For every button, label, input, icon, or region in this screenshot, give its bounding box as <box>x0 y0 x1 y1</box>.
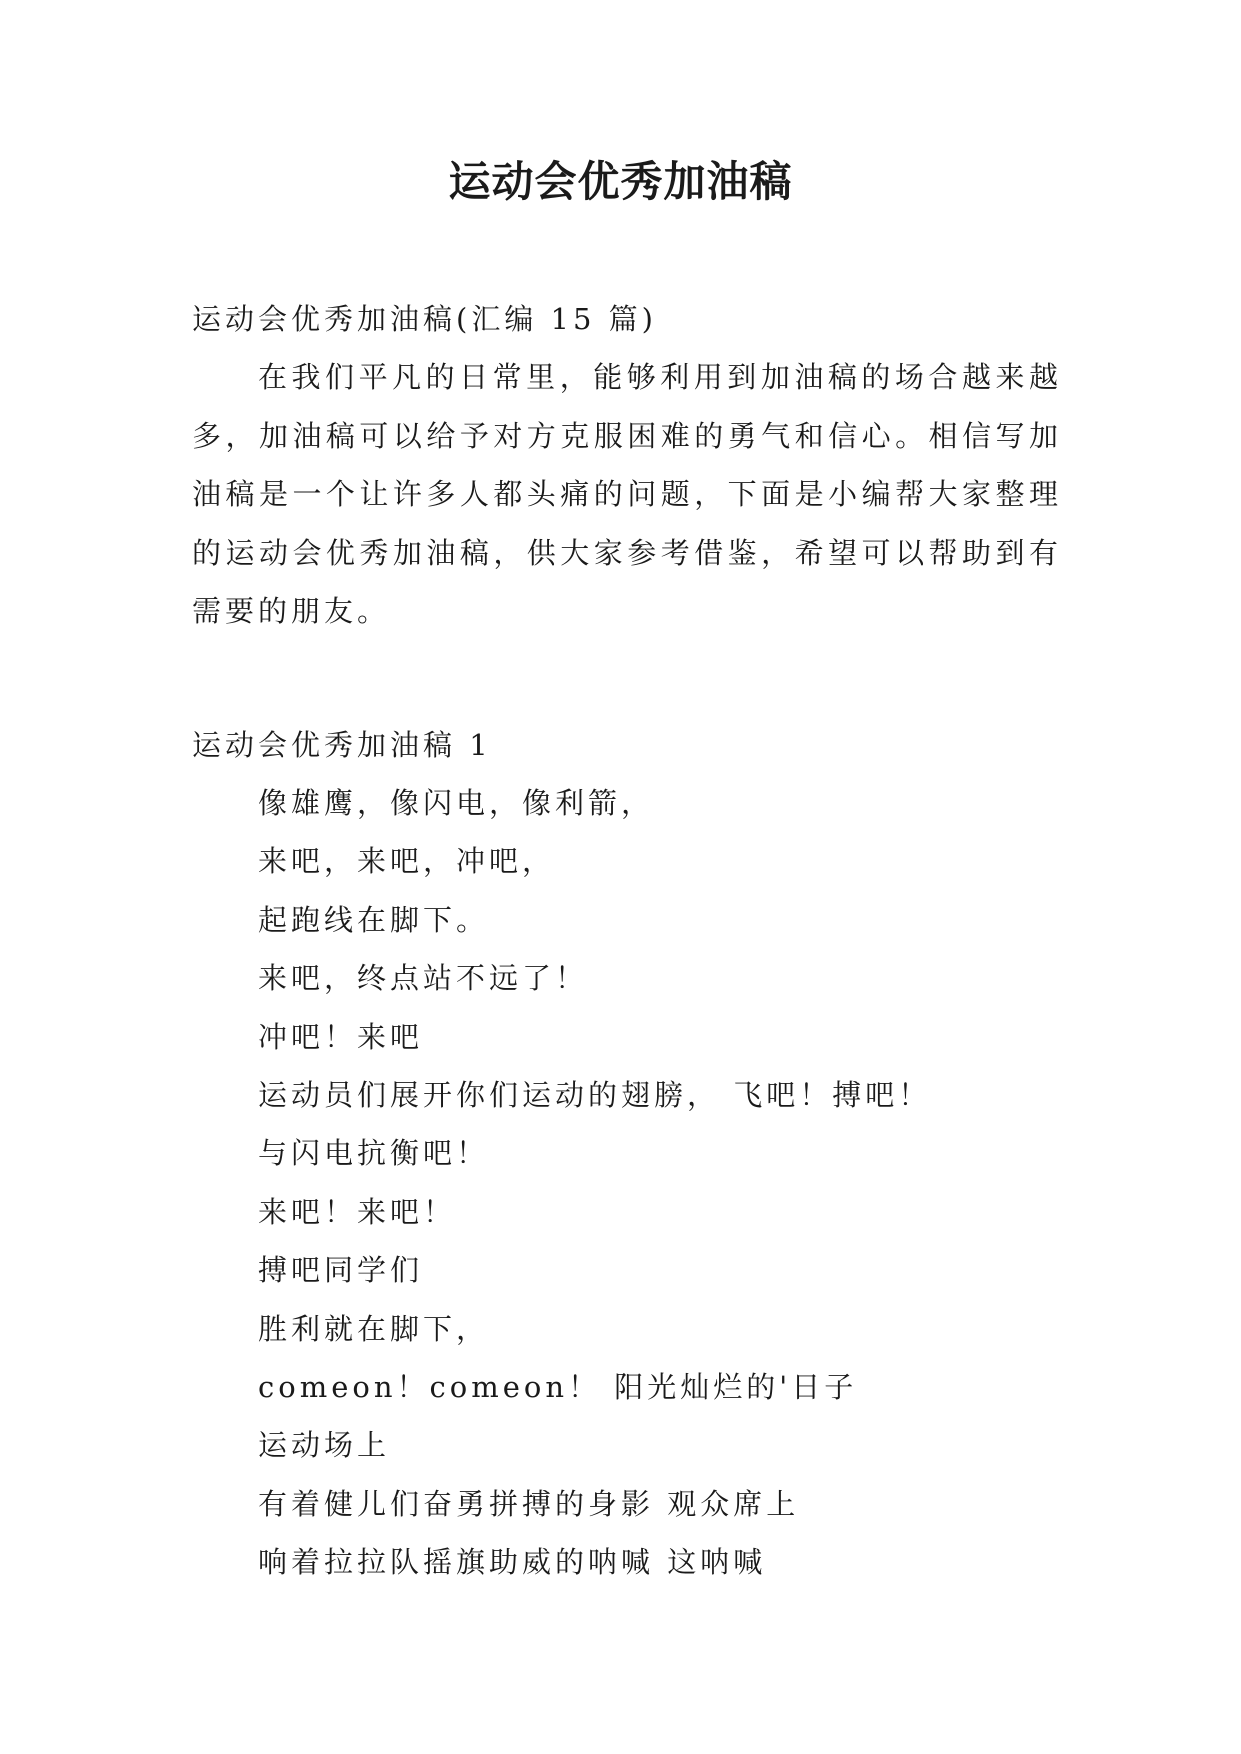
poem-line: 像雄鹰，像闪电，像利箭， <box>258 786 655 820</box>
section-heading: 运动会优秀加油稿 1 <box>192 728 492 762</box>
poem-line: 来吧，来吧，冲吧， <box>258 844 556 879</box>
poem-line: 胜利就在脚下， <box>258 1311 490 1346</box>
poem-line: 搏吧同学们 <box>258 1253 424 1288</box>
document-title: 运动会优秀加油稿 <box>448 157 793 206</box>
poem-line: 响着拉拉队摇旗助威的呐喊 这呐喊 <box>258 1545 767 1580</box>
document-body <box>192 290 1062 1591</box>
intro-paragraph: 在我们平凡的日常里，能够利用到加油稿的场合越来越多，加油稿可以给予对方克服困难的勇气和信心。相信写加油稿是一个让许多人都头痛的问题，下面是小编帮大家整理的运动会优秀加油稿，供大家参考借鉴，希望可以帮助到有需要的朋友。 <box>192 360 1062 628</box>
poem-line: 与闪电抗衡吧！ <box>258 1136 490 1171</box>
poem-line: 起跑线在脚下。 <box>258 902 490 937</box>
poem-line: 来吧！来吧！ <box>258 1194 457 1229</box>
poem-line: comeon！comeon！ 阳光灿烂的'日子 <box>258 1369 858 1404</box>
document-subtitle: 运动会优秀加油稿(汇编 15 篇) <box>192 302 657 336</box>
poem-line: 运动场上 <box>258 1428 391 1463</box>
poem-lines <box>192 774 1062 1591</box>
poem-line: 冲吧！来吧 <box>258 1019 424 1054</box>
poem-line: 来吧，终点站不远了！ <box>258 961 589 996</box>
poem-line: 运动员们展开你们运动的翅膀， 飞吧！搏吧！ <box>258 1077 932 1112</box>
poem-line: 有着健儿们奋勇拼搏的身影 观众席上 <box>258 1486 800 1521</box>
